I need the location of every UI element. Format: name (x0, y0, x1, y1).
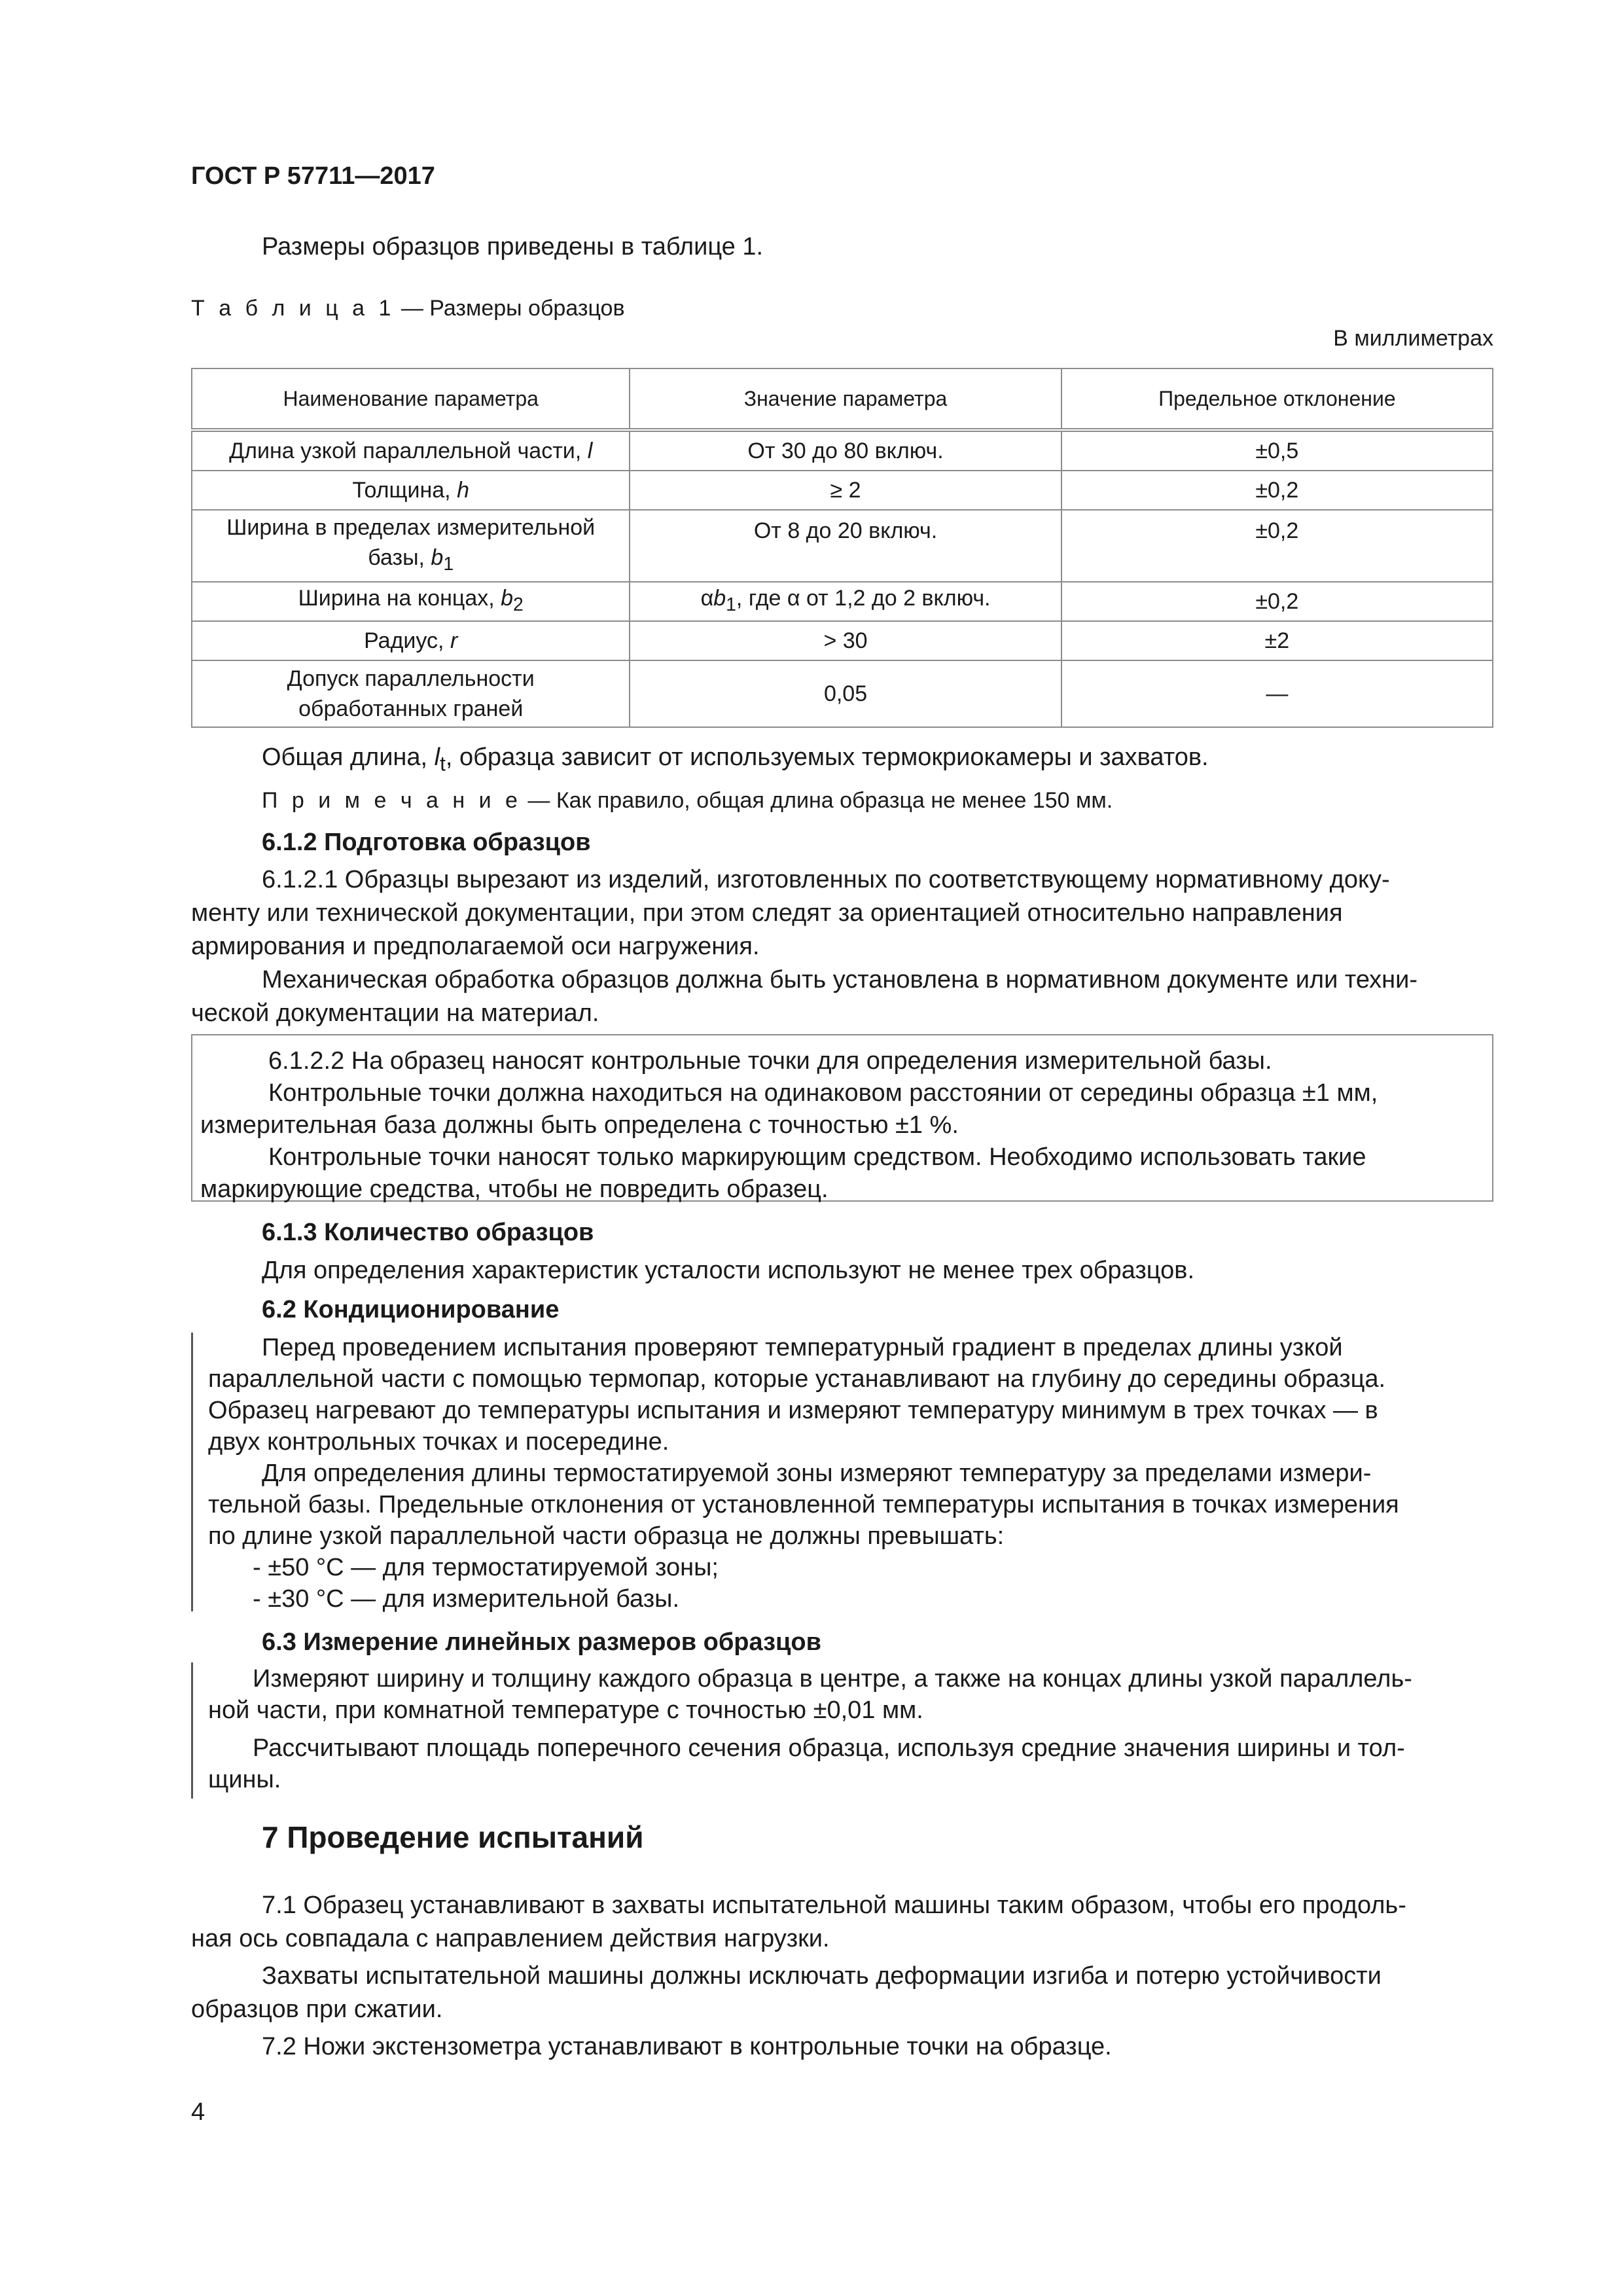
paragraph-line: 7.1 Образец устанавливают в захваты испытательной машины таким образом, чтобы его продоль- (262, 1892, 1406, 1919)
section-title-7: 7 Проведение испытаний (262, 1820, 644, 1854)
list-item: - ±50 °С — для термостатируемой зоны; (253, 1554, 719, 1581)
section-title-6-3: 6.3 Измерение линейных размеров образцов (262, 1628, 821, 1656)
param-value-cell: От 8 до 20 включ. (630, 510, 1061, 582)
intro-text: Размеры образцов приведены в таблице 1. (262, 233, 764, 260)
param-name-cell (192, 510, 630, 582)
param-value-cell: ≥ 2 (630, 471, 1061, 510)
value-subscript: 1 (726, 594, 736, 615)
document-header: ГОСТ Р 57711—2017 (191, 162, 435, 190)
param-name-line2: обработанных граней (298, 696, 524, 721)
paragraph-line: ная ось совпадала с направлением действия нагрузки. (191, 1925, 830, 1952)
param-symbol: b (431, 545, 444, 571)
paragraph-line: параллельной части с помощью термопар, которые устанавливают на глубину до середины образца. (208, 1365, 1386, 1393)
boxed-line: маркирующие средства, чтобы не повредить образец. (200, 1175, 829, 1203)
paragraph-line: щины. (208, 1766, 281, 1793)
param-name-cell (192, 430, 630, 471)
paragraph-line: образцов при сжатии. (191, 1996, 443, 2023)
total-length-subscript: t (440, 751, 446, 776)
paragraph-line: Измеряют ширину и толщину каждого образца в центре, а также на концах длины узкой параллель- (253, 1665, 1412, 1693)
param-symbol: r (450, 628, 458, 653)
param-name-line2: базы, (368, 545, 431, 571)
table-header-cell: Значение параметра (630, 368, 1061, 430)
param-name-line1: Ширина в пределах измерительной (226, 515, 596, 541)
param-tolerance-cell: ±0,5 (1061, 430, 1493, 471)
table-header-cell: Наименование параметра (192, 368, 630, 430)
note (262, 788, 1113, 814)
alpha-symbol: α (700, 586, 714, 611)
value-symbol: b (713, 586, 726, 611)
param-value-cell (630, 582, 1061, 621)
value-text: , где α от 1,2 до 2 включ. (736, 586, 991, 611)
page-number: 4 (191, 2098, 205, 2126)
list-item: - ±30 °С — для измерительной базы. (253, 1585, 680, 1613)
total-length-symbol: l (434, 744, 440, 771)
note-text: — Как правило, общая длина образца не менее 150 мм. (521, 788, 1113, 813)
units-label: В миллиметрах (1333, 326, 1493, 351)
section-title-6-2: 6.2 Кондиционирование (262, 1296, 560, 1323)
note-label: П р и м е ч а н и е (262, 788, 522, 813)
boxed-line: Контрольные точки должна находиться на одинаковом расстоянии от середины образца ±1 мм, (268, 1079, 1378, 1107)
table-caption-label: Т а б л и ц а 1 (191, 296, 395, 321)
param-name: Радиус, (364, 628, 450, 653)
param-name: Длина узкой параллельной части, (229, 439, 588, 463)
param-symbol: b (501, 586, 514, 611)
paragraph-line: Рассчитывают площадь поперечного сечения образца, используя средние значения ширины и тол- (253, 1734, 1405, 1762)
change-bar (191, 1333, 193, 1611)
param-tolerance-cell: — (1061, 660, 1493, 727)
paragraph-line: Захваты испытательной машины должны исключать деформации изгиба и потерю устойчивости (262, 1962, 1382, 1990)
param-value-cell: > 30 (630, 621, 1061, 660)
table-header-row (192, 368, 1493, 430)
param-tolerance-cell: ±0,2 (1061, 510, 1493, 582)
param-tolerance-cell: ±2 (1061, 621, 1493, 660)
table-row (192, 510, 1493, 582)
table-caption (191, 296, 625, 321)
param-name: Толщина, (352, 478, 457, 503)
table-header-cell: Предельное отклонение (1061, 368, 1493, 430)
param-name: Ширина на концах, (298, 586, 501, 611)
paragraph-line: Образец нагревают до температуры испытания и измеряют температуру минимум в трех точках — в (208, 1397, 1378, 1424)
paragraph-line: тельной базы. Предельные отклонения от установленной температуры испытания в точках измерения (208, 1491, 1399, 1518)
section-title-6-1-2: 6.1.2 Подготовка образцов (262, 829, 591, 856)
param-name-cell (192, 471, 630, 510)
table-row (192, 471, 1493, 510)
paragraph-line: армирования и предполагаемой оси нагружения. (191, 933, 760, 960)
total-length-text (262, 741, 1209, 781)
param-symbol: l (587, 439, 593, 463)
table-row (192, 660, 1493, 727)
paragraph-line: Перед проведением испытания проверяют температурный градиент в пределах длины узкой (262, 1334, 1343, 1361)
paragraph-line: Для определения характеристик усталости используют не менее трех образцов. (262, 1257, 1195, 1284)
param-name-cell (192, 660, 630, 727)
param-subscript: 2 (513, 594, 524, 615)
paragraph-line: менту или технической документации, при этом следят за ориентацией относительно направления (191, 899, 1343, 927)
paragraph-line: ной части, при комнатной температуре с точностью ±0,01 мм. (208, 1696, 923, 1724)
boxed-line: Контрольные точки наносят только маркирующим средством. Необходимо использовать такие (268, 1143, 1366, 1171)
table-row (192, 582, 1493, 621)
change-bar (191, 1662, 193, 1799)
boxed-line: 6.1.2.2 На образец наносят контрольные точки для определения измерительной базы. (268, 1047, 1272, 1075)
param-tolerance-cell: ±0,2 (1061, 582, 1493, 621)
param-name-cell (192, 582, 630, 621)
section-title-6-1-3: 6.1.3 Количество образцов (262, 1219, 594, 1246)
total-length-part-a: Общая длина, (262, 744, 435, 771)
paragraph-line: Механическая обработка образцов должна быть установлена в нормативном документе или техни- (262, 966, 1418, 994)
param-value-cell: От 30 до 80 включ. (630, 430, 1061, 471)
paragraph-line: 7.2 Ножи экстензометра устанавливают в контрольные точки на образце. (262, 2033, 1112, 2060)
boxed-line: измерительная база должны быть определена с точностью ±1 %. (200, 1111, 959, 1139)
param-tolerance-cell: ±0,2 (1061, 471, 1493, 510)
paragraph-line: ческой документации на материал. (191, 999, 599, 1027)
param-subscript: 1 (443, 553, 454, 575)
total-length-part-b: , образца зависит от используемых термокриокамеры и захватов. (445, 744, 1209, 771)
paragraph-line: двух контрольных точках и посередине. (208, 1428, 669, 1456)
param-name-line1: Допуск параллельности (287, 666, 535, 691)
paragraph-line: 6.1.2.1 Образцы вырезают из изделий, изготовленных по соответствующему нормативному доку- (262, 866, 1390, 893)
param-name-cell (192, 621, 630, 660)
paragraph-line: по длине узкой параллельной части образца не должны превышать: (208, 1522, 1005, 1550)
sample-dimensions-table (191, 368, 1493, 728)
table-caption-title: — Размеры образцов (395, 296, 625, 321)
paragraph-line: Для определения длины термостатируемой зоны измеряют температуру за пределами измери- (262, 1460, 1372, 1487)
table-row (192, 430, 1493, 471)
param-symbol: h (457, 478, 469, 503)
param-value-cell: 0,05 (630, 660, 1061, 727)
table-row (192, 621, 1493, 660)
